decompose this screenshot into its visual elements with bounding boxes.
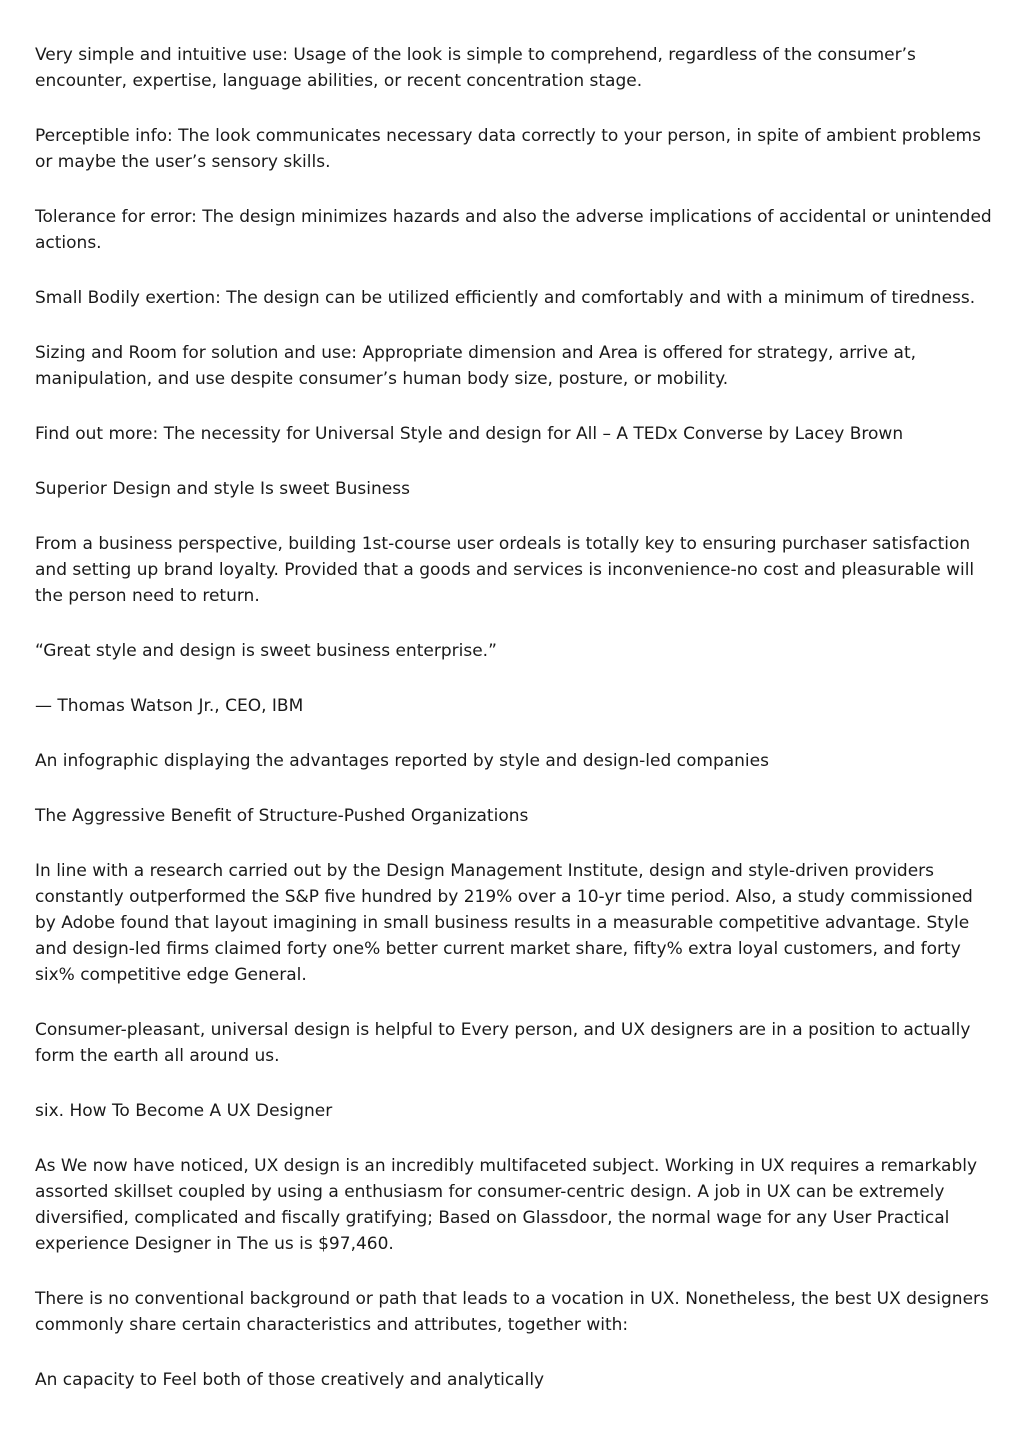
heading-competitive-advantage: The Aggressive Benefit of Structure-Pushed Organizations — [35, 806, 529, 826]
paragraph-find-out-more: Find out more: The necessity for Universal Style and design for All – A TEDx Converse by Lacey Brown — [35, 424, 904, 444]
paragraph-ux-multifaceted: As We now have noticed, UX design is an incredibly multifaceted subject. Working in UX requires a remarkably assorted skillset coupled by using a enthusiasm for consumer-centric design. A job in UX can be extremely diversified, complicated and fiscally gratifying; Based on Glassdoor, the normal wage for any User Practical experience Designer in The us is $97,460. — [35, 1156, 978, 1254]
paragraph-capacity-think: An capacity to Feel both of those creatively and analytically — [35, 1370, 545, 1390]
paragraph-perceptible-info: Perceptible info: The look communicates necessary data correctly to your person, in spite of ambient problems or maybe the user’s sensory skills. — [35, 126, 981, 172]
paragraph-size-space: Sizing and Room for solution and use: Appropriate dimension and Area is offered for strategy, arrive at, manipulation, and use despite consumer’s human body size, posture, or mobility. — [35, 343, 917, 389]
paragraph-no-conventional-path: There is no conventional background or path that leads to a vocation in UX. Nonetheless, the best UX designers commonly share certain characteristics and attributes, together with: — [35, 1289, 989, 1335]
heading-good-design-business: Superior Design and style Is sweet Business — [35, 479, 410, 499]
heading-become-ux-designer: six. How To Become A UX Designer — [35, 1101, 333, 1121]
paragraph-physical-effort: Small Bodily exertion: The design can be utilized efficiently and comfortably and with a minimum of tiredness. — [35, 288, 976, 308]
paragraph-universal-design: Consumer-pleasant, universal design is helpful to Every person, and UX designers are in a position to actually form the earth all around us. — [35, 1020, 971, 1066]
paragraph-business-perspective: From a business perspective, building 1st-course user ordeals is totally key to ensuring purchaser satisfaction and setting up brand loyalty. Provided that a goods and services is inconvenience-no cost and pleasurable will the person need to return. — [35, 534, 975, 606]
quote-text: “Great style and design is sweet business enterprise.” — [35, 641, 497, 661]
document-body — [35, 42, 995, 1422]
paragraph-simple-use: Very simple and intuitive use: Usage of the look is simple to comprehend, regardless of the consumer’s encounter, expertise, language abilities, or recent concentration stage. — [35, 45, 916, 91]
quote-attribution: — Thomas Watson Jr., CEO, IBM — [35, 696, 304, 716]
paragraph-research: In line with a research carried out by the Design Management Institute, design and style-driven providers constantly outperformed the S&P five hundred by 219% over a 10-yr time period. Also, a study commissioned by Adobe found that layout imagining in small business results in a measurable competitive advantage. Style and design-led firms claimed forty one% better current market share, fifty% extra loyal customers, and forty six% competitive edge General. — [35, 861, 973, 985]
paragraph-tolerance-error: Tolerance for error: The design minimizes hazards and also the adverse implications of accidental or unintended actions. — [35, 207, 992, 253]
infographic-caption: An infographic displaying the advantages reported by style and design-led companies — [35, 751, 769, 771]
